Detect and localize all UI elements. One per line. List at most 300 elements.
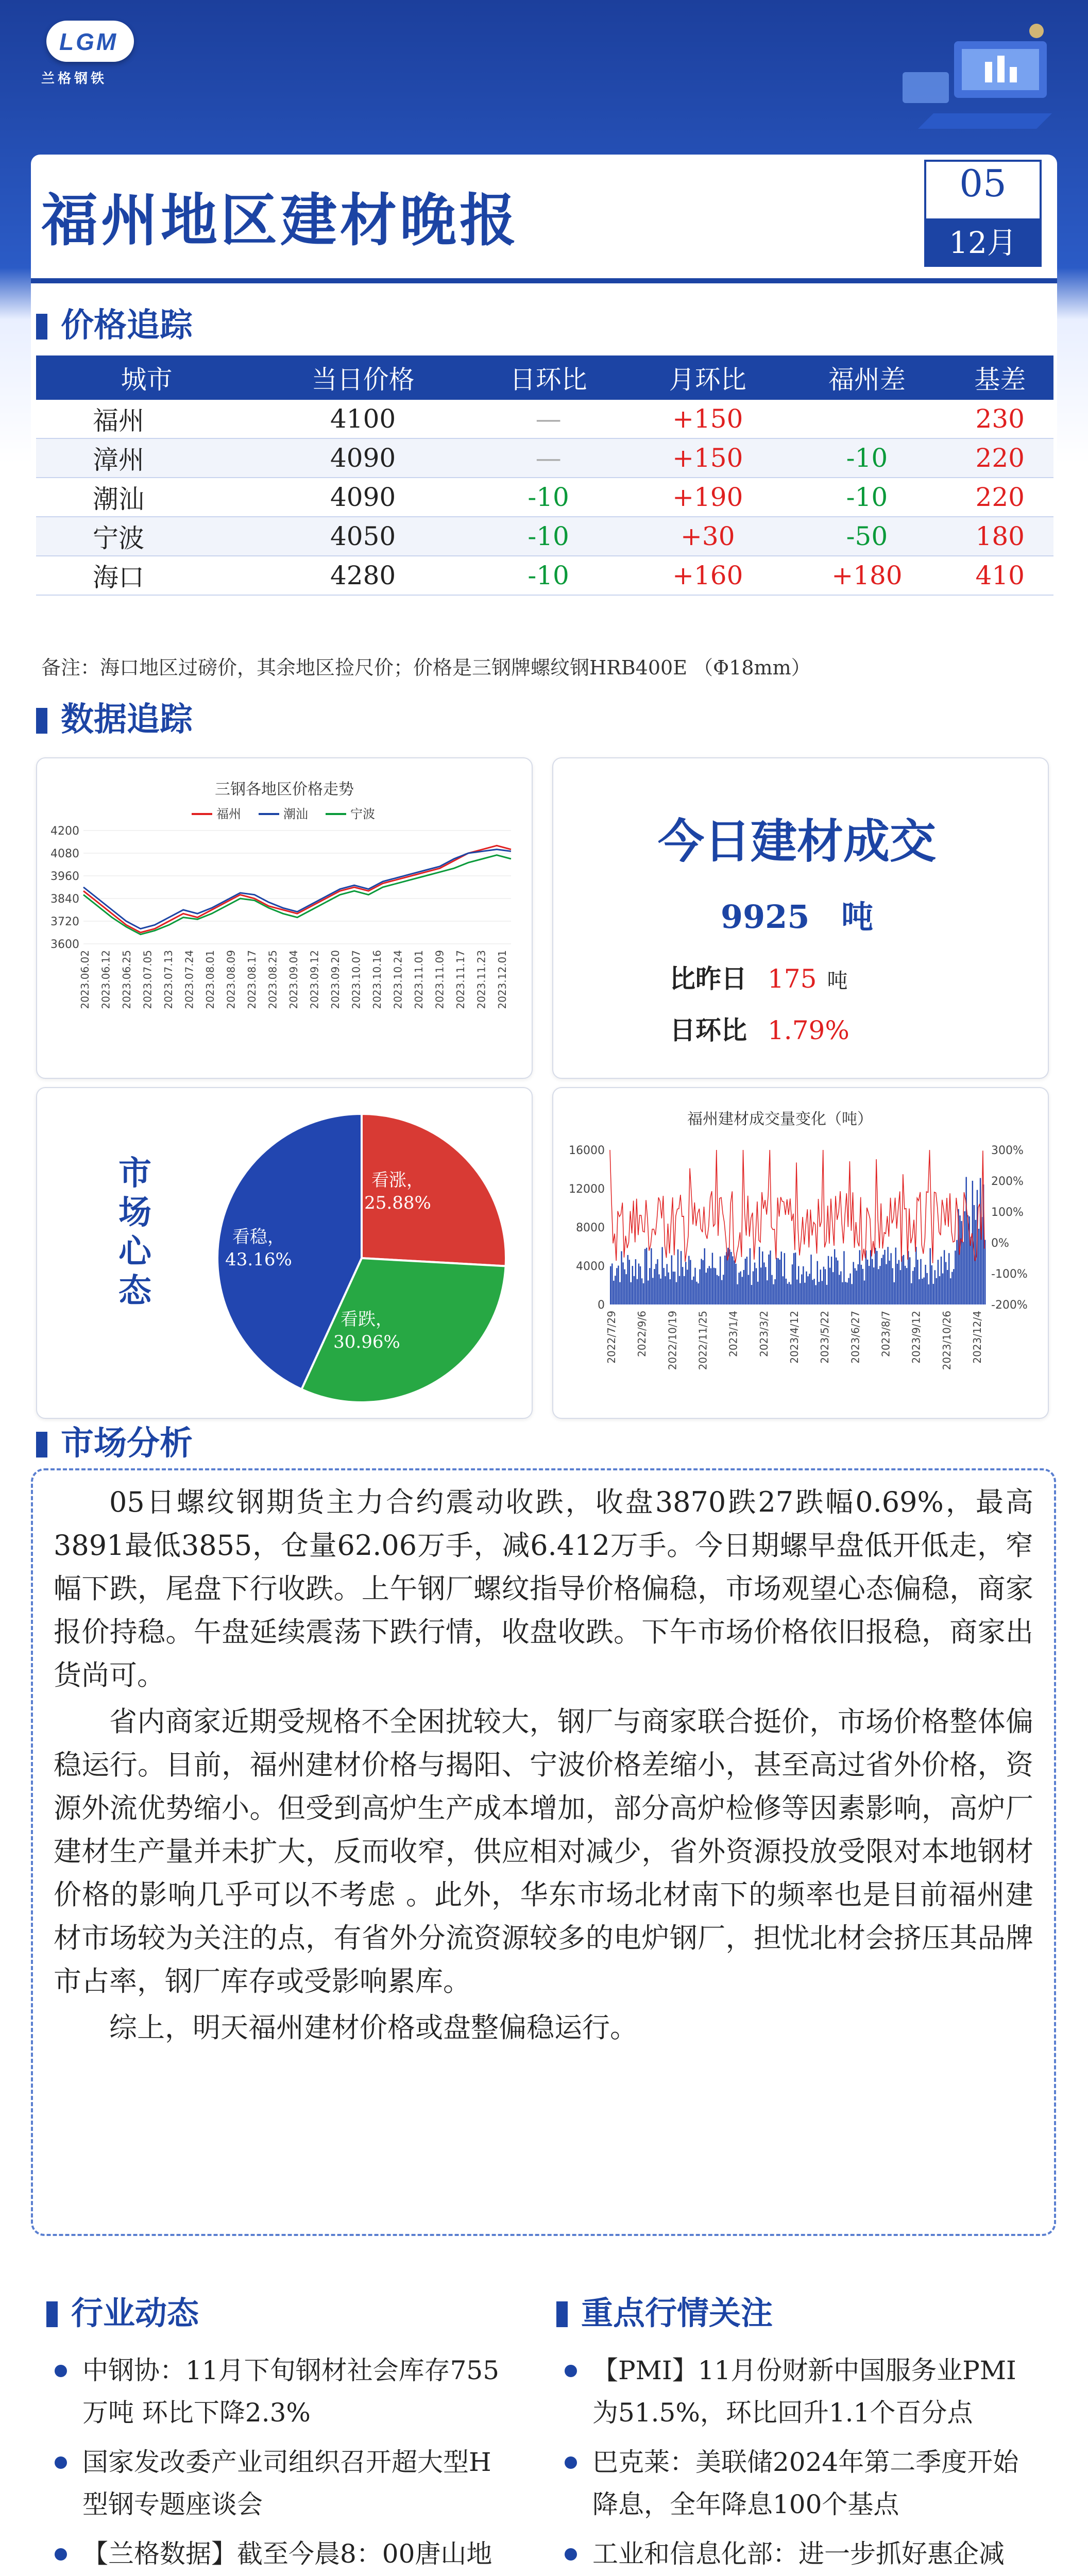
cell-price: 4050 [257, 517, 469, 556]
table-row [36, 400, 1053, 438]
volume-bar [813, 1279, 814, 1304]
cell-day-change: — [469, 400, 628, 438]
volume-bar [902, 1256, 903, 1304]
industry-news-list [46, 2349, 510, 2576]
y-tick-label: 4080 [50, 848, 79, 860]
volume-bar [845, 1282, 846, 1304]
volume-bar [699, 1269, 700, 1304]
volume-bar [956, 1240, 957, 1304]
deal-volume-unit: 吨 [841, 898, 874, 936]
volume-bar [806, 1272, 807, 1304]
volume-bar [640, 1266, 641, 1304]
pie-label: 看涨， 25.88% [364, 1170, 431, 1213]
vs-yesterday-row [670, 958, 847, 995]
volume-bar [746, 1257, 747, 1304]
volume-bar [691, 1280, 692, 1304]
volume-bar [631, 1282, 632, 1304]
logo-subtitle: 兰格钢铁 [41, 71, 108, 87]
volume-bar [964, 1211, 965, 1304]
x-tick-label: 2023.11.17 [454, 950, 467, 1009]
volume-bar [842, 1282, 843, 1304]
volume-bar [886, 1264, 887, 1304]
volume-bar [635, 1259, 636, 1304]
y-tick-label: 3960 [50, 870, 79, 883]
volume-bar [610, 1266, 611, 1304]
x-tick-label: 2023.08.09 [225, 950, 237, 1009]
volume-bar [903, 1255, 904, 1304]
volume-bar [967, 1215, 968, 1304]
volume-bar [856, 1270, 857, 1304]
x-tick-label: 2023.08.25 [266, 950, 279, 1009]
date-box [924, 160, 1042, 267]
volume-bar [684, 1276, 685, 1304]
cell-day-change: — [469, 438, 628, 478]
volume-bar [792, 1264, 793, 1304]
volume-bar [768, 1255, 769, 1304]
date-month: 12月 [926, 218, 1040, 265]
volume-bar [950, 1278, 951, 1304]
volume-bar [879, 1266, 880, 1304]
volume-bar [837, 1261, 838, 1304]
header-decoration-graphic [882, 10, 1067, 134]
y-tick-label: 16000 [569, 1144, 605, 1157]
volume-bar [730, 1252, 732, 1304]
analysis-section-heading: 市场分析 [36, 1417, 193, 1464]
volume-bar [745, 1259, 746, 1304]
cell-basis: 180 [946, 517, 1053, 556]
volume-bar [751, 1285, 752, 1304]
x-tick-label: 2022/9/6 [636, 1311, 649, 1357]
y-tick-label: 3720 [50, 916, 79, 928]
volume-bar [931, 1265, 932, 1304]
volume-bar [743, 1270, 744, 1304]
volume-bar [861, 1265, 862, 1304]
cell-fuzhou-diff: -10 [787, 438, 946, 478]
series-line [83, 845, 511, 933]
x-tick-label: 2023/9/12 [910, 1311, 923, 1364]
sentiment-card [36, 1087, 533, 1419]
volume-bar [920, 1259, 921, 1304]
price-table-header [36, 355, 1053, 400]
volume-bar [773, 1284, 774, 1304]
header-divider [31, 278, 1057, 283]
vs-yesterday-value: 175 [768, 964, 817, 994]
x-tick-label: 2023/10/26 [940, 1311, 953, 1370]
col-header: 福州差 [787, 355, 946, 400]
y-right-tick-label: -200% [991, 1299, 1028, 1312]
volume-bar [632, 1266, 633, 1304]
x-tick-label: 2023.06.12 [99, 950, 112, 1009]
volume-bar [843, 1251, 844, 1304]
volume-bar [646, 1248, 647, 1304]
deal-volume-value: 9925 [720, 898, 810, 936]
deal-volume [552, 891, 1042, 937]
x-tick-label: 2023/5/22 [819, 1311, 831, 1364]
price-note: 备注：海口地区过磅价，其余地区捡尺价；价格是三钢牌螺纹钢HRB400E （Φ18mm） [41, 656, 811, 679]
volume-bar [737, 1284, 738, 1304]
analysis-paragraph: 综上，明天福州建材价格或盘整偏稳运行。 [109, 2011, 638, 2044]
volume-bar [735, 1264, 736, 1304]
volume-bar [978, 1229, 979, 1304]
volume-bar [658, 1274, 659, 1304]
volume-bar [750, 1248, 751, 1304]
x-tick-label: 2023.07.05 [141, 950, 154, 1009]
y-tick-label: 8000 [576, 1222, 605, 1234]
volume-bar [897, 1264, 898, 1304]
volume-bar [809, 1274, 810, 1304]
volume-bar [783, 1276, 784, 1304]
x-tick-label: 2023/12/4 [971, 1311, 983, 1364]
volume-bar [681, 1251, 682, 1304]
volume-bar [803, 1266, 804, 1304]
volume-bar [819, 1282, 820, 1304]
volume-bar [887, 1247, 888, 1304]
volume-bar [615, 1276, 616, 1304]
volume-bar [701, 1259, 702, 1304]
volume-bar [702, 1260, 703, 1304]
volume-bar [934, 1270, 936, 1304]
y-tick-label: 4000 [576, 1260, 605, 1273]
volume-bar [682, 1267, 683, 1304]
legend-label: 潮汕 [283, 807, 308, 821]
list-item[interactable]: 国家发改委产业司组织召开超大型H型钢专题座谈会 [46, 2441, 510, 2526]
volume-bar [801, 1275, 802, 1304]
volume-bar [621, 1251, 622, 1304]
volume-bar [870, 1250, 871, 1304]
pie-label: 看跌， 30.96% [333, 1309, 400, 1352]
volume-bar [698, 1283, 699, 1304]
volume-bar [980, 1178, 981, 1304]
volume-bar [648, 1280, 649, 1304]
section-marker-icon [36, 708, 47, 734]
col-header: 城市 [36, 355, 257, 400]
volume-bar [864, 1280, 865, 1304]
legend-label: 宁波 [350, 807, 375, 821]
volume-bar [754, 1263, 755, 1304]
volume-bar [676, 1282, 677, 1304]
volume-bar [919, 1279, 920, 1304]
volume-bar [729, 1249, 730, 1304]
price-trend-chart [37, 758, 532, 1078]
company-logo [36, 21, 139, 87]
table-row [36, 556, 1053, 595]
x-tick-label: 2023.11.01 [413, 950, 425, 1009]
list-item[interactable]: 【兰格数据】截至今晨8：00唐山地 [46, 2533, 510, 2576]
volume-bar [825, 1269, 826, 1304]
volume-bar [965, 1177, 966, 1304]
cell-city: 潮汕 [36, 478, 257, 517]
y-right-tick-label: 200% [991, 1175, 1024, 1188]
day-ratio-row [670, 1010, 849, 1047]
vs-yesterday-label: 比昨日 [670, 963, 747, 994]
volume-bar [619, 1282, 620, 1304]
vs-yesterday-unit: 吨 [827, 969, 848, 993]
cell-day-change: -10 [469, 556, 628, 595]
industry-heading: 行业动态 [46, 2287, 199, 2333]
volume-bar [671, 1256, 672, 1304]
y-tick-label: 12000 [569, 1183, 605, 1196]
volume-bar [810, 1255, 811, 1304]
cell-fuzhou-diff: +180 [787, 556, 946, 595]
volume-bar [959, 1215, 960, 1304]
volume-bar [892, 1268, 893, 1304]
volume-bar-chart [553, 1088, 1048, 1418]
volume-bar [677, 1249, 678, 1304]
x-tick-label: 2023.11.23 [475, 950, 488, 1009]
cell-month-change: +30 [628, 517, 787, 556]
volume-bar [787, 1284, 788, 1304]
x-tick-label: 2023.10.07 [350, 950, 363, 1009]
volume-bar [718, 1276, 719, 1304]
volume-bar [955, 1250, 956, 1304]
section-marker-icon [46, 2301, 58, 2327]
volume-bar [800, 1283, 801, 1304]
volume-bar [865, 1250, 866, 1304]
volume-bar [839, 1275, 840, 1304]
volume-bar [834, 1249, 835, 1304]
volume-bar [694, 1268, 695, 1304]
cell-basis: 230 [946, 400, 1053, 438]
volume-bar [649, 1268, 650, 1304]
volume-bar [798, 1266, 799, 1304]
volume-bar [911, 1283, 912, 1304]
volume-bar [945, 1262, 946, 1304]
volume-bar [786, 1279, 787, 1304]
volume-bar [774, 1279, 775, 1304]
volume-bar [961, 1221, 962, 1304]
volume-bar [674, 1272, 675, 1304]
x-tick-label: 2022/7/29 [605, 1311, 618, 1364]
series-line [83, 855, 511, 935]
volume-bar [953, 1269, 954, 1304]
volume-bar [926, 1273, 927, 1304]
cell-basis: 410 [946, 556, 1053, 595]
volume-bar [939, 1276, 940, 1304]
volume-bar [884, 1250, 885, 1304]
y-tick-label: 0 [598, 1299, 605, 1312]
volume-bar [938, 1260, 939, 1304]
volume-bar [872, 1259, 873, 1304]
analysis-box [31, 1468, 1056, 2236]
volume-bar [665, 1276, 666, 1304]
y-right-tick-label: 100% [991, 1206, 1024, 1219]
volume-bar [690, 1260, 691, 1304]
volume-bar [643, 1283, 644, 1304]
volume-bar [687, 1269, 688, 1304]
volume-bar [947, 1270, 948, 1304]
cell-day-change: -10 [469, 517, 628, 556]
volume-bar [663, 1268, 664, 1304]
data-section-heading: 数据追踪 [36, 693, 193, 740]
volume-bar [848, 1278, 849, 1304]
volume-bar [846, 1282, 847, 1304]
volume-bar [657, 1259, 658, 1304]
volume-bar [634, 1276, 635, 1304]
list-item[interactable]: 巴克莱：美联储2024年第二季度开始降息，全年降息100个基点 [556, 2441, 1020, 2526]
volume-bar [859, 1250, 860, 1304]
sentiment-label: 市场心态 [118, 1154, 151, 1310]
volume-bar [817, 1261, 818, 1304]
x-tick-label: 2023.08.01 [204, 950, 216, 1009]
volume-bar [670, 1279, 671, 1304]
volume-bar [759, 1247, 760, 1304]
list-item[interactable]: 【PMI】11月份财新中国服务业PMI为51.5%，环比回升1.1个百分点 [556, 2349, 1020, 2434]
volume-bar [914, 1267, 915, 1304]
x-tick-label: 2023/8/7 [879, 1311, 892, 1357]
volume-bar [878, 1269, 879, 1304]
volume-bar [822, 1281, 823, 1304]
cell-price: 4090 [257, 478, 469, 517]
x-tick-label: 2023.10.16 [371, 950, 383, 1009]
volume-bar [812, 1280, 813, 1304]
volume-bar [876, 1251, 877, 1304]
volume-bar [688, 1256, 689, 1304]
volume-bar [776, 1258, 777, 1304]
cell-fuzhou-diff [787, 400, 946, 438]
y-tick-label: 3840 [50, 893, 79, 906]
volume-bar [829, 1268, 830, 1304]
volume-bar [925, 1265, 926, 1304]
section-marker-icon [556, 2301, 568, 2327]
x-tick-label: 2023.11.09 [433, 950, 446, 1009]
volume-bar [795, 1252, 796, 1304]
x-tick-label: 2022/11/25 [696, 1311, 709, 1370]
price-table [36, 355, 1053, 596]
chart-title: 三钢各地区价格走势 [215, 781, 354, 799]
volume-bar [709, 1266, 710, 1304]
col-header: 基差 [946, 355, 1053, 400]
volume-bar [869, 1266, 870, 1304]
volume-bar [933, 1284, 934, 1304]
table-row [36, 478, 1053, 517]
volume-bar [706, 1273, 707, 1304]
volume-bar [613, 1281, 614, 1304]
pie-label: 看稳， 43.16% [225, 1227, 292, 1270]
list-item[interactable]: 工业和信息化部：进一步抓好惠企减 [556, 2533, 1020, 2576]
ratio-line [610, 1150, 984, 1263]
section-marker-icon [36, 1432, 47, 1458]
volume-bar [858, 1264, 859, 1304]
list-item[interactable]: 中钢协：11月下旬钢材社会库存755万吨 环比下降2.3% [46, 2349, 510, 2434]
volume-bar [707, 1268, 708, 1304]
volume-bar [915, 1247, 916, 1304]
volume-bar [726, 1252, 727, 1304]
x-tick-label: 2023.10.24 [392, 950, 404, 1009]
volume-bar [975, 1220, 976, 1304]
volume-bar [712, 1253, 713, 1304]
volume-bar [823, 1267, 824, 1304]
volume-bar [652, 1278, 653, 1304]
y-tick-label: 4200 [50, 825, 79, 838]
volume-bar [962, 1242, 963, 1304]
volume-bar [900, 1270, 901, 1304]
price-section-heading: 价格追踪 [36, 299, 193, 346]
volume-bar [882, 1255, 883, 1304]
volume-bar [867, 1260, 868, 1304]
volume-bar [629, 1260, 630, 1304]
cell-basis: 220 [946, 478, 1053, 517]
volume-bar [713, 1268, 715, 1304]
volume-bar [851, 1284, 852, 1304]
volume-bar [740, 1272, 741, 1304]
volume-bar [796, 1280, 797, 1304]
volume-bar [898, 1260, 899, 1304]
volume-bar [941, 1257, 942, 1304]
day-ratio-value: 1.79% [768, 1015, 849, 1045]
analysis-paragraph: 05日螺纹钢期货主力合约震动收跌，收盘3870跌27跌幅0.69%，最高3891最低3855，仓量62.06万手，减6.412万手。今日期螺早盘低开低走，窄幅下跌，尾盘下行收跌。上午钢厂螺纹指导价格偏稳，市场观望心态偏稳，商家报价持稳。午盘延续震荡下跌行情，收盘收跌。下午市场价格依旧报稳，商家出货尚可。 [54, 1486, 1033, 1691]
focus-news-list [556, 2349, 1020, 2576]
volume-bar [624, 1269, 625, 1304]
x-tick-label: 2023/4/12 [788, 1311, 801, 1364]
volume-bar [944, 1250, 945, 1304]
logo-text: LGM [59, 28, 118, 55]
volume-bar [836, 1258, 837, 1304]
date-day: 05 [959, 162, 1007, 205]
volume-bar [855, 1268, 856, 1304]
volume-bar [748, 1275, 749, 1304]
volume-bar [770, 1250, 771, 1304]
volume-bar [756, 1268, 757, 1304]
volume-bar [895, 1248, 896, 1304]
volume-bar [704, 1248, 705, 1304]
volume-bar [638, 1263, 639, 1304]
volume-bar [757, 1282, 758, 1304]
volume-bar [905, 1266, 906, 1304]
volume-bar [849, 1274, 851, 1304]
volume-bar [667, 1264, 668, 1304]
volume-bar [807, 1276, 808, 1304]
volume-bar [622, 1262, 623, 1304]
volume-bar [723, 1275, 724, 1304]
cell-fuzhou-diff: -50 [787, 517, 946, 556]
cell-price: 4090 [257, 438, 469, 478]
y-right-tick-label: 0% [991, 1237, 1009, 1250]
volume-bar [685, 1262, 686, 1304]
volume-bar [738, 1273, 739, 1304]
cell-month-change: +150 [628, 438, 787, 478]
volume-bar [777, 1258, 778, 1304]
x-tick-label: 2023.09.04 [287, 950, 300, 1009]
volume-bar [828, 1256, 829, 1304]
volume-bar [765, 1267, 766, 1304]
volume-bar [627, 1255, 628, 1304]
x-tick-label: 2023.08.17 [246, 950, 258, 1009]
volume-bar [826, 1285, 827, 1304]
volume-bar [696, 1282, 697, 1304]
volume-bar [873, 1267, 874, 1304]
day-ratio-label: 日环比 [670, 1015, 747, 1045]
analysis-paragraph: 省内商家近期受规格不全困扰较大，钢厂与商家联合挺价，市场价格整体偏稳运行。目前，福州建材价格与揭阳、宁波价格差缩小，甚至高过省外价格，资源外流优势缩小。但受到高炉生产成本增加，部分高炉检修等因素影响，高炉厂建材生产量并未扩大，反而收窄，供应相对减少，省外资源投放受限对本地钢材价格的影响几乎可以不考虑 。此外，华东市场北材南下的频率也是目前福州建材市场较为关注的点，有省外分流资源较多的电炉钢厂，担忧北材会挤压其品牌市占率，钢厂库存或受影响累库。 [54, 1705, 1033, 1997]
x-tick-label: 2023.09.20 [329, 950, 342, 1009]
x-tick-label: 2023/6/27 [849, 1311, 862, 1364]
volume-bar [673, 1272, 674, 1304]
deal-title: 今日建材成交 [658, 814, 936, 869]
cell-fuzhou-diff: -10 [787, 478, 946, 517]
volume-bar [625, 1274, 626, 1304]
volume-bar [889, 1261, 890, 1304]
volume-bar [717, 1275, 718, 1304]
x-tick-label: 2023.07.24 [183, 950, 196, 1009]
volume-bar [760, 1267, 761, 1304]
chart-title: 福州建材成交量变化（吨） [687, 1110, 873, 1128]
volume-bar [853, 1262, 854, 1304]
volume-bar [784, 1253, 785, 1304]
x-tick-label: 2022/10/19 [666, 1311, 679, 1370]
table-row [36, 517, 1053, 556]
volume-bar [668, 1273, 669, 1304]
y-right-tick-label: -100% [991, 1268, 1028, 1281]
section-marker-icon [36, 314, 47, 340]
